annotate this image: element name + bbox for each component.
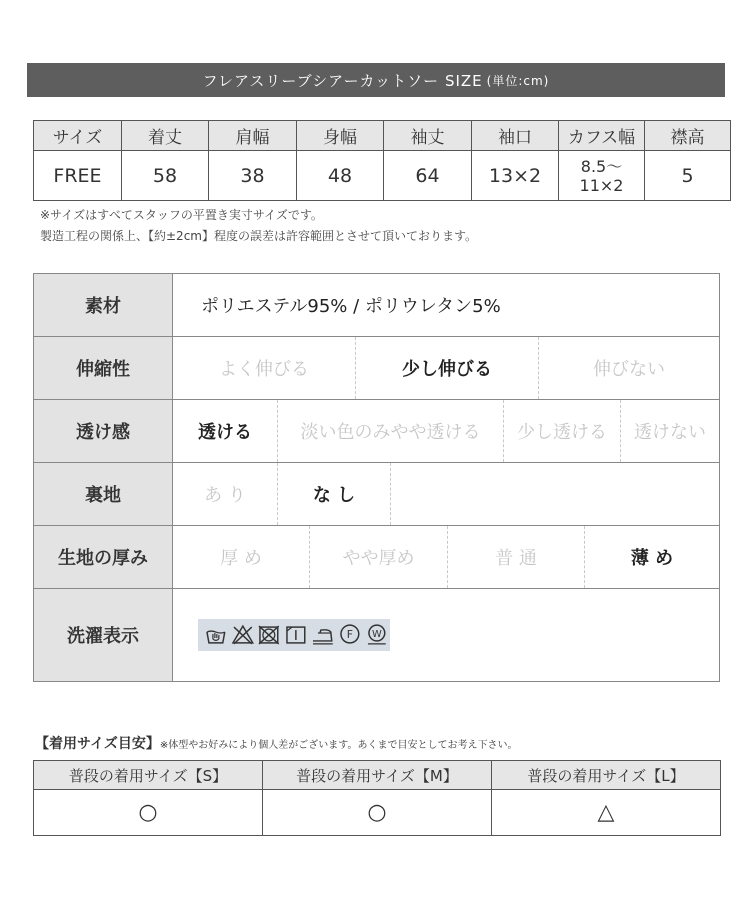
cuff-width-line2: 11×2 (579, 175, 624, 195)
row-stretch (34, 337, 719, 400)
size-header-row (34, 121, 731, 151)
size-title-bar (27, 63, 725, 97)
fit-header-s: 普段の着用サイズ【S】 (34, 761, 263, 790)
fit-mark-s: ○ (34, 790, 263, 836)
header-size: サイズ (34, 121, 122, 151)
fit-mark-row (34, 790, 721, 836)
value-width: 48 (297, 151, 384, 201)
header-cuff-width: カフス幅 (559, 121, 645, 151)
stretch-option-high: よく伸びる (173, 337, 356, 399)
material-value: ポリエステル95% / ポリウレタン5% (201, 296, 501, 317)
label-thickness: 生地の厚み (34, 526, 173, 588)
value-length: 58 (122, 151, 209, 201)
fit-mark-l: △ (492, 790, 721, 836)
svg-text:F: F (346, 627, 353, 641)
care-symbols (198, 619, 390, 651)
thickness-option-thick: 厚 め (173, 526, 310, 588)
fit-header-l: 普段の着用サイズ【L】 (492, 761, 721, 790)
header-sleeve-opening: 袖口 (472, 121, 559, 151)
fit-header-row (34, 761, 721, 790)
lining-option-no: な し (278, 463, 391, 525)
care-content (173, 589, 719, 681)
fit-header-m: 普段の着用サイズ【M】 (263, 761, 492, 790)
row-care (34, 589, 719, 681)
dry-clean-f-icon (338, 623, 362, 647)
thickness-option-normal: 普 通 (448, 526, 585, 588)
svg-text:W: W (372, 628, 383, 640)
stretch-options (173, 337, 719, 399)
thickness-option-thin: 薄 め (630, 548, 674, 569)
value-sleeve-opening: 13×2 (472, 151, 559, 201)
material-table (33, 273, 720, 682)
fit-mark-m: ○ (263, 790, 492, 836)
sheer-option-none: 透けない (634, 422, 706, 443)
header-shoulder: 肩幅 (209, 121, 297, 151)
stretch-option-some: 少し伸びる (356, 337, 539, 399)
size-title: フレアスリーブシアーカットソー SIZE (202, 71, 483, 90)
wet-clean-icon (364, 623, 390, 647)
thickness-option-somewhat-thick: やや厚め (310, 526, 448, 588)
note-line-1: ※サイズはすべてスタッフの平置き実寸サイズです。 (40, 208, 323, 222)
value-collar-height: 5 (645, 151, 731, 201)
fit-heading-title: 【着用サイズ目安】 (35, 736, 160, 752)
size-value-row (34, 151, 731, 201)
hand-wash-icon (204, 623, 228, 647)
label-stretch: 伸縮性 (34, 337, 173, 399)
cuff-width-line1: 8.5〜 (580, 156, 623, 176)
header-sleeve-length: 袖丈 (384, 121, 472, 151)
value-shoulder: 38 (209, 151, 297, 201)
no-tumble-dry-icon (257, 623, 281, 647)
header-width: 身幅 (297, 121, 384, 151)
label-care: 洗濯表示 (34, 589, 173, 681)
size-notes (40, 205, 477, 247)
lining-options (173, 463, 719, 525)
label-lining: 裏地 (34, 463, 173, 525)
line-dry-icon (284, 623, 308, 647)
no-bleach-icon (231, 623, 255, 647)
lining-option-yes: あ り (173, 463, 278, 525)
row-lining (34, 463, 719, 526)
label-material: 素材 (34, 274, 173, 336)
size-unit: (単位:cm) (486, 73, 550, 88)
fit-heading-note: ※体型やお好みにより個人差がございます。あくまで目安としてお考え下さい。 (159, 740, 518, 751)
row-sheer (34, 400, 719, 463)
iron-low-icon (311, 623, 335, 647)
sheer-options (173, 400, 719, 462)
fit-table (33, 760, 721, 836)
thickness-options (173, 526, 719, 588)
label-sheer: 透け感 (34, 400, 173, 462)
value-sleeve-length: 64 (384, 151, 472, 201)
value-size: FREE (34, 151, 122, 201)
row-thickness (34, 526, 719, 589)
sheer-option-slightly: 少し透ける (504, 400, 621, 462)
fit-heading (35, 733, 517, 753)
material-content (173, 274, 719, 336)
size-table (33, 120, 731, 201)
sheer-option-light-colors: 淡い色のみやや透ける (278, 400, 504, 462)
sheer-option-yes: 透ける (173, 400, 278, 462)
value-cuff-width (559, 151, 645, 201)
header-length: 着丈 (122, 121, 209, 151)
note-line-2: 製造工程の関係上、【約±2cm】程度の誤差は許容範囲とさせて頂いております。 (40, 229, 478, 243)
header-collar-height: 襟高 (645, 121, 731, 151)
stretch-option-none: 伸びない (593, 359, 665, 380)
row-material (34, 274, 719, 337)
